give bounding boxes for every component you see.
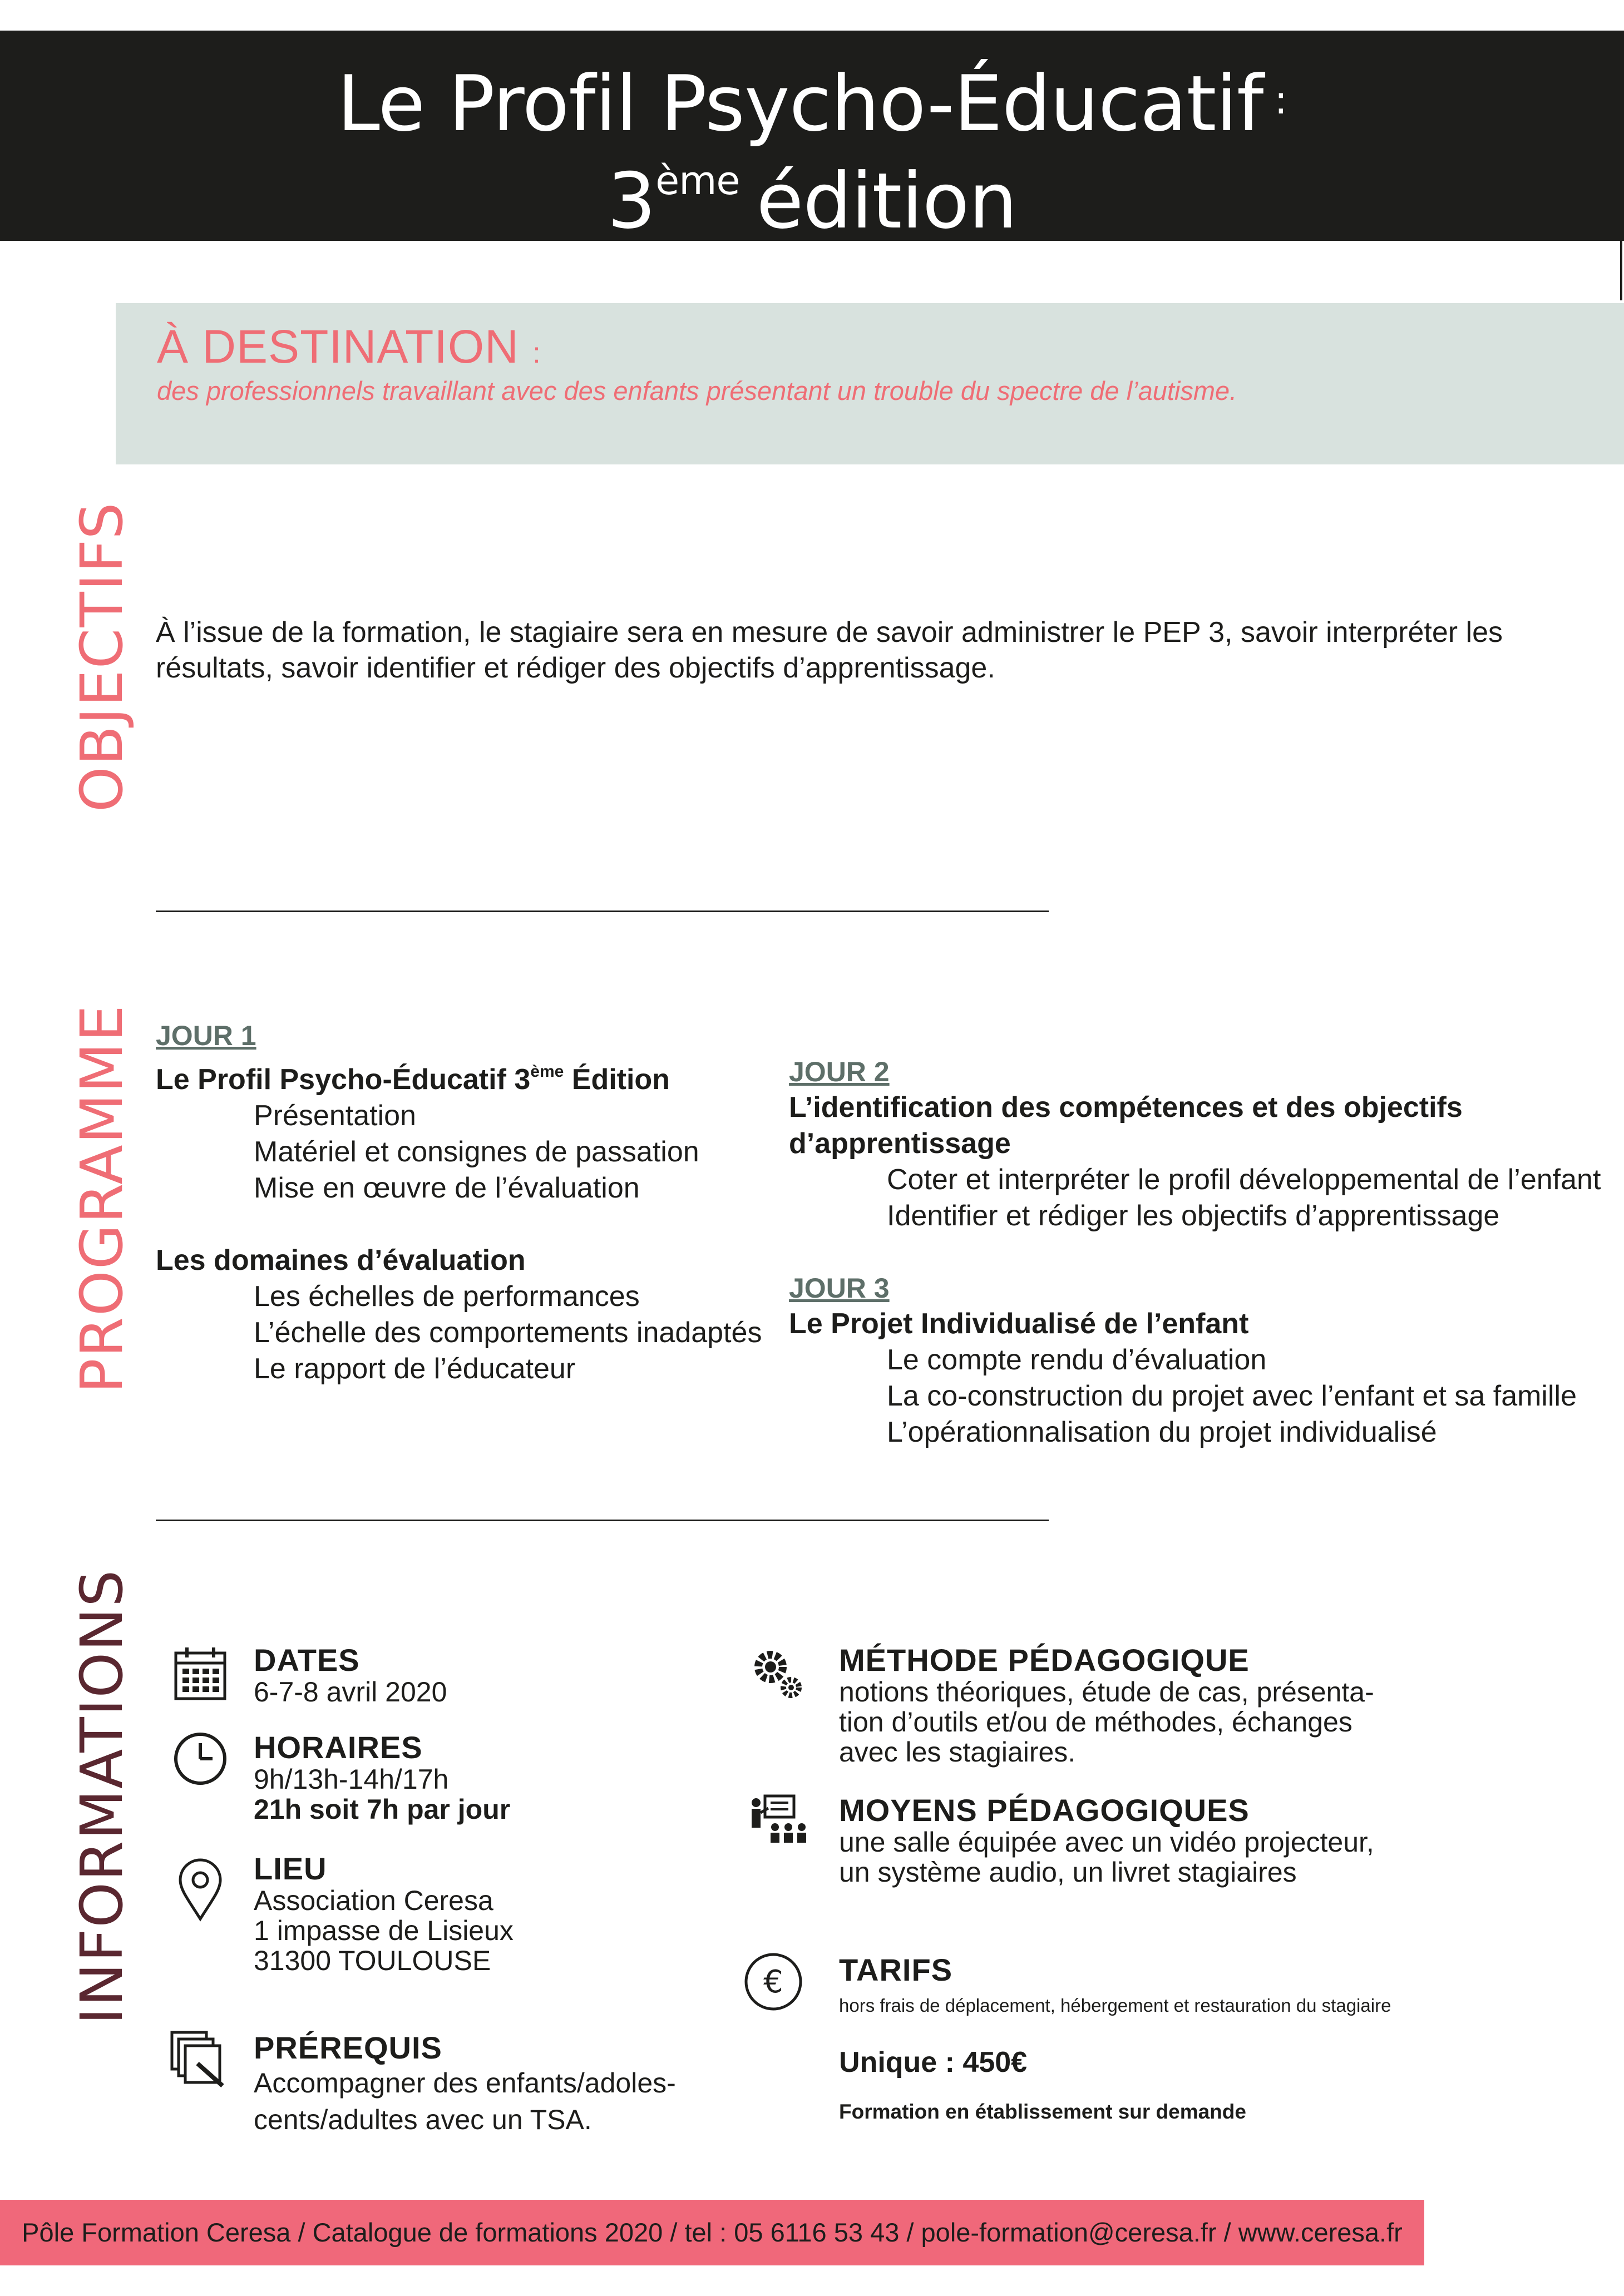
info-prerequis bbox=[254, 2031, 676, 2138]
moyens-line: un système audio, un livret stagiaires bbox=[839, 1857, 1297, 1888]
jour1-heading: Le Profil Psycho-Éducatif 3ème Édition bbox=[156, 1062, 670, 1096]
header-side-rule bbox=[1620, 239, 1622, 300]
list-item: Matériel et consignes de passation bbox=[254, 1136, 699, 1168]
section-title-programme: PROGRAMME bbox=[68, 1004, 136, 1393]
horaires-heading: HORAIRES bbox=[254, 1730, 423, 1765]
page-header bbox=[0, 31, 1624, 246]
info-lieu bbox=[254, 1852, 514, 1976]
calendar-icon bbox=[172, 1646, 228, 1702]
tarifs-note: hors frais de déplacement, hébergement et restauration du stagiaire bbox=[839, 1995, 1391, 2016]
methode-line: avec les stagiaires. bbox=[839, 1736, 1076, 1768]
jour2-heading: d’apprentissage bbox=[789, 1127, 1011, 1160]
jour2-heading: L’identification des compétences et des objectifs bbox=[789, 1091, 1463, 1124]
list-item: Présentation bbox=[254, 1100, 416, 1132]
list-item: La co-construction du projet avec l’enfant et sa famille bbox=[887, 1380, 1577, 1412]
moyens-line: une salle équipée avec un vidéo projecteur, bbox=[839, 1827, 1374, 1858]
jour1-label: JOUR 1 bbox=[156, 1020, 256, 1051]
lieu-line: Association Ceresa bbox=[254, 1885, 493, 1916]
footer-bar: Pôle Formation Ceresa / Catalogue de formations 2020 / tel : 05 6116 53 43 / pole-formation@ceresa.fr / www.ceresa.fr bbox=[0, 2200, 1424, 2265]
programme-jour2-3 bbox=[789, 1054, 1612, 1451]
jour3-label: JOUR 3 bbox=[789, 1273, 890, 1304]
jour2-label: JOUR 2 bbox=[789, 1056, 890, 1087]
jour1-heading2: Les domaines d’évaluation bbox=[156, 1244, 526, 1276]
lieu-line: 1 impasse de Lisieux bbox=[254, 1915, 514, 1946]
objectifs-text bbox=[156, 615, 1580, 686]
methode-line: notions théoriques, étude de cas, présenta- bbox=[839, 1676, 1374, 1708]
tarifs-price: Unique : 450€ bbox=[839, 2046, 1028, 2079]
euro-icon bbox=[743, 1951, 804, 2012]
divider bbox=[156, 911, 1049, 912]
list-item: L’opérationnalisation du projet individualisé bbox=[887, 1416, 1437, 1448]
list-item: Le rapport de l’éducateur bbox=[254, 1353, 576, 1385]
moyens-heading: MOYENS PÉDAGOGIQUES bbox=[839, 1793, 1250, 1828]
prerequis-line: cents/adultes avec un TSA. bbox=[254, 2104, 592, 2135]
presentation-icon bbox=[748, 1794, 809, 1847]
list-item: Les échelles de performances bbox=[254, 1280, 640, 1313]
objectifs-line: À l’issue de la formation, le stagiaire sera en mesure de savoir administrer le PEP 3, savoir interpréter les bbox=[156, 616, 1503, 649]
list-item: L’échelle des comportements inadaptés bbox=[254, 1317, 762, 1349]
info-horaires bbox=[254, 1731, 510, 1824]
location-pin-icon bbox=[177, 1858, 224, 1922]
horaires-total: 21h soit 7h par jour bbox=[254, 1794, 511, 1825]
divider bbox=[156, 1520, 1049, 1521]
clock-icon bbox=[172, 1731, 228, 1787]
info-dates bbox=[254, 1644, 447, 1707]
lieu-heading: LIEU bbox=[254, 1851, 327, 1886]
list-item: Mise en œuvre de l’évaluation bbox=[254, 1172, 640, 1204]
list-item: Identifier et rédiger les objectifs d’apprentissage bbox=[887, 1200, 1500, 1232]
dates-heading: DATES bbox=[254, 1642, 360, 1678]
methode-heading: MÉTHODE PÉDAGOGIQUE bbox=[839, 1642, 1250, 1678]
prerequis-heading: PRÉREQUIS bbox=[254, 2030, 442, 2065]
tarifs-extra: Formation en établissement sur demande bbox=[839, 2100, 1246, 2123]
info-moyens bbox=[839, 1794, 1374, 1887]
objectifs-line: résultats, savoir identifier et rédiger des objectifs d’apprentissage. bbox=[156, 652, 995, 684]
page-title-line1: Le Profil Psycho-Éducatif : bbox=[337, 59, 1287, 149]
tarifs-heading: TARIFS bbox=[839, 1952, 953, 1987]
prerequis-line: Accompagner des enfants/adoles- bbox=[254, 2067, 676, 2099]
svg-text:€: € bbox=[763, 1964, 783, 2000]
destination-text: des professionnels travaillant avec des enfants présentant un trouble du spectre de l’autisme. bbox=[157, 376, 1237, 405]
section-title-informations: INFORMATIONS bbox=[68, 1568, 136, 2025]
dates-value: 6-7-8 avril 2020 bbox=[254, 1676, 447, 1708]
documents-icon bbox=[170, 2030, 228, 2089]
section-title-objectifs: OBJECTIFS bbox=[68, 501, 136, 812]
list-item: Coter et interpréter le profil développemental de l’enfant bbox=[887, 1164, 1601, 1196]
info-tarifs bbox=[839, 1953, 1391, 2124]
horaires-value: 9h/13h-14h/17h bbox=[254, 1764, 449, 1795]
list-item: Le compte rendu d’évaluation bbox=[887, 1344, 1267, 1376]
page-title-line2: 3ème édition bbox=[607, 156, 1017, 246]
lieu-line: 31300 TOULOUSE bbox=[254, 1945, 491, 1976]
destination-box bbox=[116, 303, 1624, 464]
programme-jour1 bbox=[156, 1018, 784, 1387]
gears-icon bbox=[751, 1647, 807, 1703]
methode-line: tion d’outils et/ou de méthodes, échanges bbox=[839, 1706, 1352, 1738]
destination-heading: À DESTINATION : bbox=[157, 320, 541, 373]
info-methode bbox=[839, 1644, 1374, 1767]
jour3-heading: Le Projet Individualisé de l’enfant bbox=[789, 1308, 1249, 1340]
